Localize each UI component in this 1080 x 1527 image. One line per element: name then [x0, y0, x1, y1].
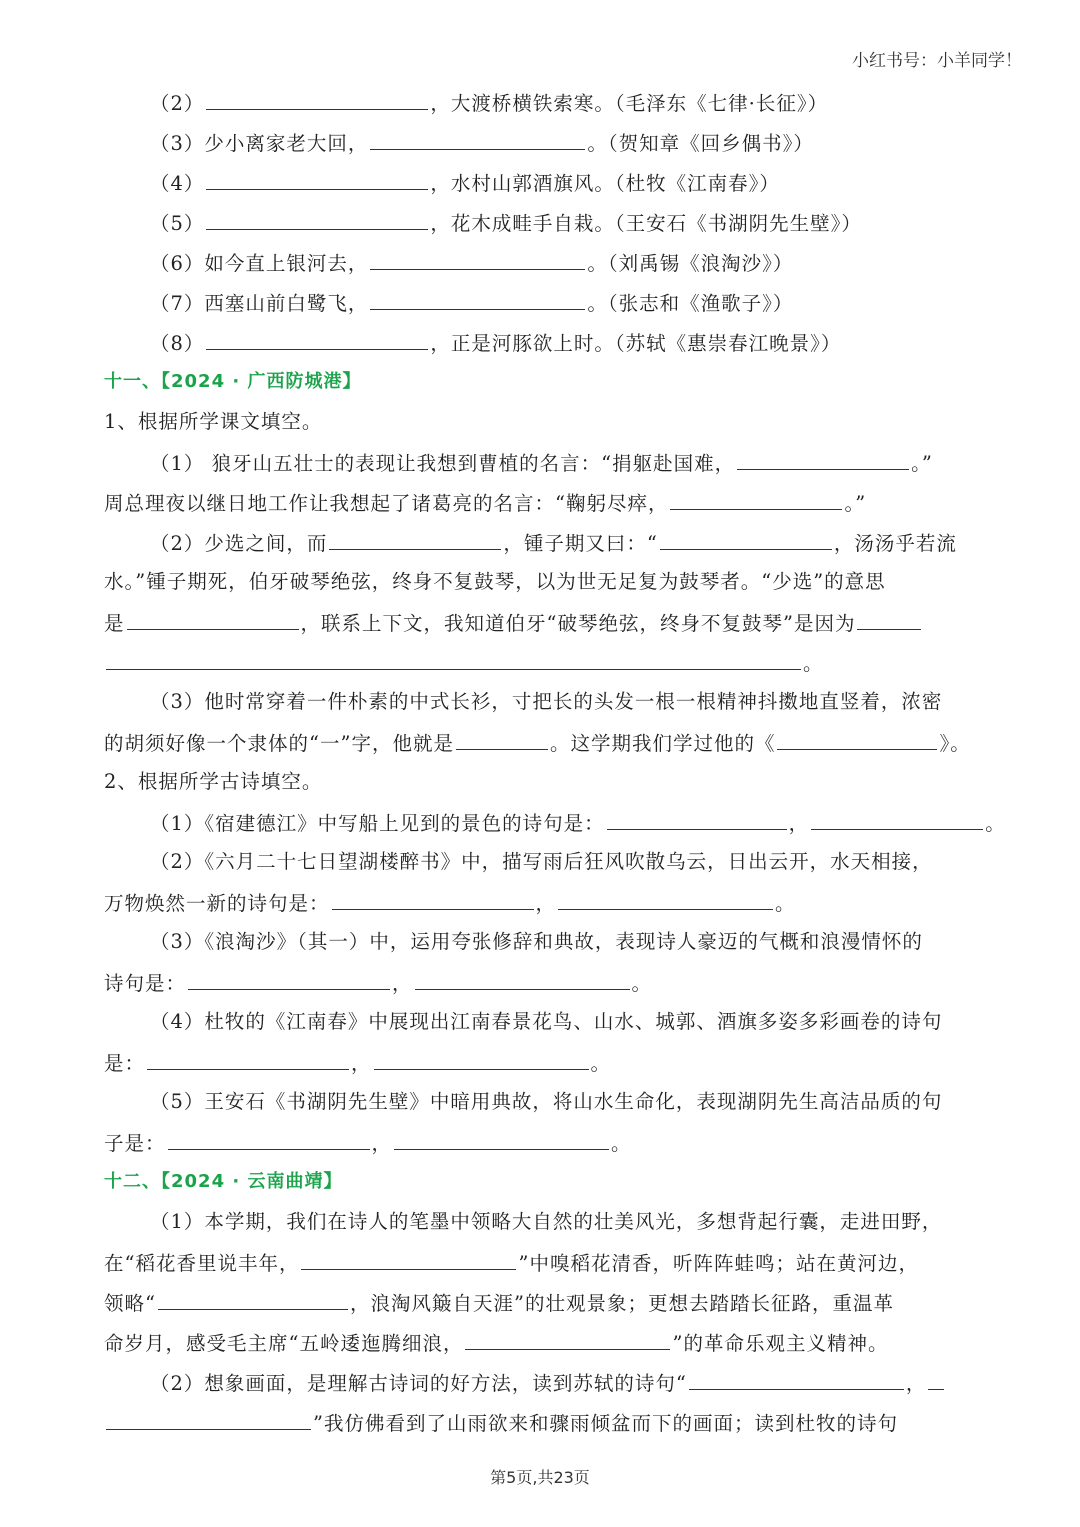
- question-heading: 1、根据所学课文填空。: [104, 410, 323, 433]
- answer-blank[interactable]: [206, 82, 428, 110]
- list-item: （5） ，花木成畦手自栽。（王安石《书湖阴先生壁》）: [104, 202, 978, 242]
- answer-blank[interactable]: [415, 962, 630, 990]
- answer-blank[interactable]: [811, 802, 983, 830]
- question-line: （2）《六月二十七日望湖楼醉书》中，描写雨后狂风吹散乌云，日出云开，水天相接，: [150, 850, 933, 873]
- answer-blank[interactable]: [188, 962, 390, 990]
- question-line: 领略“ ，浪淘风簸自天涯”的壮观景象；更想去踏踏长征路，重温革: [104, 1282, 978, 1322]
- answer-blank[interactable]: [301, 1242, 516, 1270]
- answer-blank[interactable]: [394, 1122, 609, 1150]
- question-line: 万物焕然一新的诗句是： ， 。: [104, 882, 978, 922]
- question-line: （1）本学期，我们在诗人的笔墨中领略大自然的壮美风光，多想背起行囊，走进田野，: [150, 1210, 943, 1233]
- question-line: 命岁月，感受毛主席“五岭逶迤腾细浪， ”的革命乐观主义精神。: [104, 1322, 978, 1362]
- answer-blank[interactable]: [168, 1122, 370, 1150]
- question-line: （3）《浪淘沙》（其一）中，运用夸张修辞和典故，表现诗人豪迈的气概和浪漫情怀的: [150, 930, 923, 953]
- content: [104, 82, 1006, 1442]
- section-title-12: 十二、【2024 · 云南曲靖】: [104, 1171, 343, 1192]
- question-line: （1） 狼牙山五壮士的表现让我想到曹植的名言：“捐躯赴国难， 。”: [104, 442, 978, 482]
- question-line: （2）想象画面，是理解古诗词的好方法，读到苏轼的诗句“ ，: [104, 1362, 978, 1402]
- answer-blank[interactable]: [329, 522, 501, 550]
- question-line: ”我仿佛看到了山雨欲来和骤雨倾盆而下的画面；读到杜牧的诗句: [104, 1402, 978, 1442]
- question-line: 的胡须好像一个隶体的“一”字，他就是 。这学期我们学过他的《 》。: [104, 722, 978, 762]
- list-item: （3）少小离家老大回， 。（贺知章《回乡偶书》）: [104, 122, 978, 162]
- question-line: 在“稻花香里说丰年， ”中嗅稻花清香，听阵阵蛙鸣；站在黄河边，: [104, 1242, 978, 1282]
- answer-blank[interactable]: [206, 162, 428, 190]
- question-line: 是： ， 。: [104, 1042, 978, 1082]
- question-line: 。: [104, 642, 978, 682]
- watermark: 小红书号：小羊同学！: [852, 51, 1022, 71]
- question-line: 子是： ， 。: [104, 1122, 978, 1162]
- answer-blank[interactable]: [670, 482, 842, 510]
- answer-blank[interactable]: [158, 1282, 348, 1310]
- answer-blank[interactable]: [689, 1362, 904, 1390]
- question-heading: 2、根据所学古诗填空。: [104, 770, 323, 793]
- answer-blank[interactable]: [737, 442, 909, 470]
- answer-blank[interactable]: [607, 802, 787, 830]
- question-line: （3）他时常穿着一件朴素的中式长衫，寸把长的头发一根一根精神抖擞地直竖着，浓密: [150, 690, 943, 713]
- list-item: （8） ，正是河豚欲上时。（苏轼《惠崇春江晚景》）: [104, 322, 978, 362]
- answer-blank[interactable]: [660, 522, 832, 550]
- question-line: 水。”锺子期死，伯牙破琴绝弦，终身不复鼓琴，以为世无足复为鼓琴者。“少选”的意思: [104, 570, 886, 593]
- answer-blank[interactable]: [147, 1042, 349, 1070]
- list-item: （7）西塞山前白鹭飞， 。（张志和《渔歌子》）: [104, 282, 978, 322]
- answer-blank[interactable]: [374, 1042, 589, 1070]
- answer-blank[interactable]: [465, 1322, 670, 1350]
- list-item: （4） ，水村山郭酒旗风。（杜牧《江南春》）: [104, 162, 978, 202]
- answer-blank[interactable]: [106, 642, 801, 670]
- answer-blank[interactable]: [928, 1362, 944, 1390]
- answer-blank[interactable]: [106, 1402, 311, 1430]
- answer-blank[interactable]: [370, 122, 585, 150]
- question-line: （4）杜牧的《江南春》中展现出江南春景花鸟、山水、城郭、酒旗多姿多彩画卷的诗句: [150, 1010, 943, 1033]
- question-line: 诗句是： ， 。: [104, 962, 978, 1002]
- answer-blank[interactable]: [127, 602, 299, 630]
- answer-blank[interactable]: [370, 282, 585, 310]
- answer-blank[interactable]: [558, 882, 773, 910]
- list-item: （6）如今直上银河去， 。（刘禹锡《浪淘沙》）: [104, 242, 978, 282]
- answer-blank[interactable]: [857, 602, 921, 630]
- question-line: 周总理夜以继日地工作让我想起了诸葛亮的名言：“鞠躬尽瘁， 。”: [104, 482, 978, 522]
- question-line: （5）王安石《书湖阴先生壁》中暗用典故，将山水生命化，表现湖阴先生高洁品质的句: [150, 1090, 943, 1113]
- question-line: （2）少选之间，而 ，锺子期又曰：“ ，汤汤乎若流: [104, 522, 978, 562]
- answer-blank[interactable]: [456, 722, 548, 750]
- answer-blank[interactable]: [206, 322, 428, 350]
- question-line: （1）《宿建德江》中写船上见到的景色的诗句是： ， 。: [104, 802, 978, 842]
- answer-blank[interactable]: [332, 882, 534, 910]
- list-item: （2） ，大渡桥横铁索寒。（毛泽东《七律·长征》）: [104, 82, 978, 122]
- answer-blank[interactable]: [777, 722, 937, 750]
- page-number: 第5页,共23页: [490, 1468, 590, 1487]
- question-line: 是 ，联系上下文，我知道伯牙“破琴绝弦，终身不复鼓琴”是因为: [104, 602, 978, 642]
- answer-blank[interactable]: [370, 242, 585, 270]
- answer-blank[interactable]: [206, 202, 428, 230]
- section-title-11: 十一、【2024 · 广西防城港】: [104, 371, 362, 392]
